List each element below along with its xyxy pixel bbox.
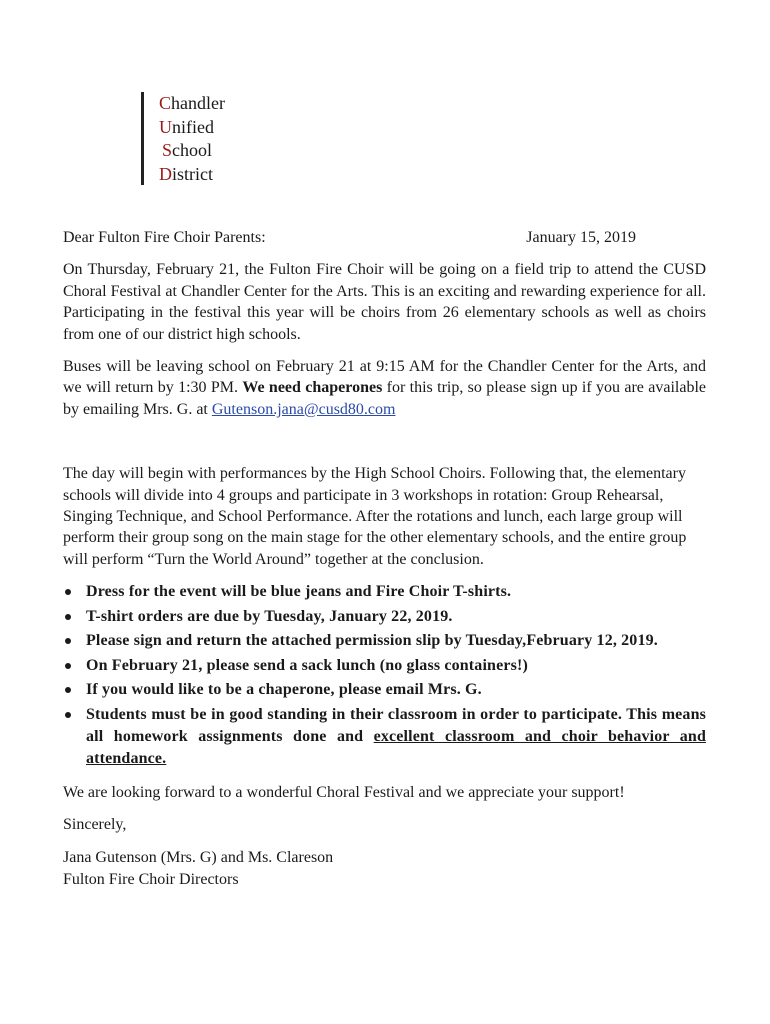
logo-line-chandler: Chandler bbox=[159, 93, 225, 113]
paragraph-schedule: The day will begin with performances by the High School Choirs. Following that, the elementary schools will divide into 4 groups and participate in 3 workshops in rotation: Group Rehearsal, Singing Technique, and School Performance. After the rotations and lunch, each large group will perform their group song on the main stage for the other elementary schools, and the entire group will perform “Turn the World Around” together at the conclusion. bbox=[63, 465, 687, 568]
logo-line-unified: Unified bbox=[159, 116, 214, 137]
logo-line-district: District bbox=[159, 163, 213, 184]
spacer bbox=[63, 431, 706, 463]
bullet-icon bbox=[65, 614, 71, 620]
signoff: Sincerely, bbox=[63, 816, 127, 834]
district-logo bbox=[141, 92, 225, 185]
list-item: Dress for the event will be blue jeans and Fire Choir T-shirts. bbox=[63, 581, 706, 603]
list-item: On February 21, please send a sack lunch (no glass containers!) bbox=[63, 655, 706, 677]
paragraph-buses: Buses will be leaving school on February 21 at 9:15 AM for the Chandler Center for the Arts, and we will return by 1:30 PM. We need chaperones for this trip, so please sign up if you are available by emailing Mrs. G. at Gutenson.jana@cusd80.com bbox=[63, 358, 706, 418]
underlined-requirement: excellent classroom and choir behavior and attendance. bbox=[86, 727, 706, 767]
signature-block bbox=[63, 847, 706, 891]
bullet-icon bbox=[65, 687, 71, 693]
logo-line-school: School bbox=[162, 140, 213, 160]
salutation: Dear Fulton Fire Choir Parents: bbox=[63, 229, 266, 246]
signer-names: Jana Gutenson (Mrs. G) and Ms. Clareson bbox=[63, 848, 334, 866]
bullet-icon bbox=[65, 663, 71, 669]
paragraph-intro: On Thursday, February 21, the Fulton Fire Choir will be going on a field trip to attend the CUSD Choral Festival at Chandler Center for the Arts. This is an exciting and rewarding experience for all. Participating in the festival this year will be choirs from 26 elementary schools as well as choirs from one of our district high schools. bbox=[63, 261, 706, 343]
list-item: If you would like to be a chaperone, please email Mrs. G. bbox=[63, 679, 706, 701]
paragraph-closing: We are looking forward to a wonderful Choral Festival and we appreciate your support! bbox=[63, 783, 625, 801]
bullet-icon bbox=[65, 712, 71, 718]
list-item: T-shirt orders are due by Tuesday, January 22, 2019. bbox=[63, 606, 706, 628]
list-item: Students must be in good standing in their classroom in order to participate. This means all homework assignments done and excellent classroom and choir behavior and attendance. bbox=[63, 704, 706, 770]
chaperones-emphasis: We need chaperones bbox=[242, 379, 383, 397]
bullet-icon bbox=[65, 589, 71, 595]
letter-body bbox=[63, 227, 706, 891]
letter-date: January 15, 2019 bbox=[526, 229, 636, 246]
signer-title: Fulton Fire Choir Directors bbox=[63, 870, 239, 888]
letter-header-row bbox=[63, 227, 706, 248]
email-link[interactable]: Gutenson.jana@cusd80.com bbox=[211, 400, 396, 418]
bullet-icon bbox=[65, 638, 71, 644]
list-item: Please sign and return the attached permission slip by Tuesday,February 12, 2019. bbox=[63, 630, 706, 652]
bullet-list bbox=[63, 581, 706, 770]
